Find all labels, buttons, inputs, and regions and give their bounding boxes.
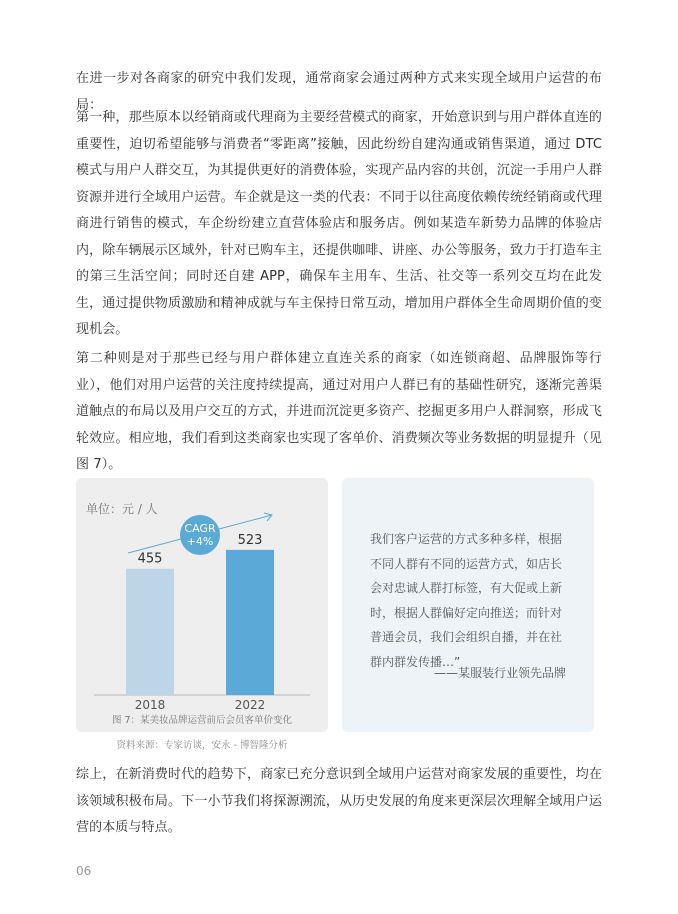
bar-2018 — [126, 569, 174, 695]
quote-text: 我们客户运营的方式多种多样，根据不同人群有不同的运营方式，如店长会对忠诚人群打标签，有大促或上新时，根据人群偏好定向推送；而针对普通会员，我们会组织自播，并在社群内群发传播…” — [370, 532, 563, 669]
bar-value-label: 523 — [237, 532, 263, 548]
chart-card — [76, 478, 328, 732]
bar-value-label: 455 — [137, 551, 163, 567]
chart-unit-label: 单位：元 / 人 — [86, 502, 158, 516]
source-note: 资料来源：专家访谈，安永 - 博智隆分析 — [116, 740, 288, 751]
cagr-title: CAGR — [184, 522, 216, 535]
x-tick-label: 2022 — [234, 698, 266, 712]
quote-attribution: ——某服装行业领先品牌 — [433, 666, 566, 680]
page-number: 06 — [76, 864, 92, 878]
bar-chart — [76, 478, 328, 732]
second-method-paragraph: 第二种则是对于那些已经与用户群体建立直连关系的商家（如连锁商超、品牌服饰等行业），他们对用户运营的关注度持续提高，通过对用户人群已有的基础性研究，逐渐完善渠道触点的布局以及用户交互的方式，并进而沉淀更多资产、挖掘更多用户人群洞察，形成飞轮效应。相应地，我们看到这类商家也实现了客单价、消费频次等业务数据的明显提升（见图 7）。 — [76, 351, 602, 472]
cagr-value: +4% — [186, 535, 214, 548]
quote-card — [342, 478, 594, 732]
first-method-paragraph: 第一种，那些原本以经销商或代理商为主要经营模式的商家，开始意识到与用户群体直连的重要性，迫切希望能够与消费者“零距离”接触，因此纷纷自建沟通或销售渠道，通过 DTC 模式与用户人群交互，为其提供更好的消费体验，实现产品内容的共创，沉淀一手用户人群资源并进行全域用户运营。车企就是这一类的代表：不同于以往高度依赖传统经销商或代理商进行销售的模式，车企纷纷建立直营体验店和服务店。例如某造车新势力品牌的体验店内，除车辆展示区域外，针对已购车主，还提供咖啡、讲座、办公等服务，致力于打造车主的第三生活空间；同时还自建 APP，确保车主用车、生活、社交等一系列交互均在此发生，通过提供物质激励和精神成就与车主保持日常互动，增加用户群体全生命周期价值的变现机会。 — [76, 110, 602, 337]
chart-caption: 图 7：某美妆品牌运营前后会员客单价变化 — [111, 715, 293, 726]
bar-2022 — [226, 550, 274, 695]
x-tick-label: 2018 — [134, 698, 166, 712]
summary-paragraph: 综上，在新消费时代的趋势下，商家已充分意识到全域用户运营对商家发展的重要性，均在该领域积极布局。下一小节我们将探源溯流，从历史发展的角度来更深层次理解全域用户运营的本质与特点。 — [76, 767, 602, 835]
intro-paragraph: 在进一步对各商家的研究中我们发现，通常商家会通过两种方式来实现全域用户运营的布局： — [76, 71, 602, 113]
